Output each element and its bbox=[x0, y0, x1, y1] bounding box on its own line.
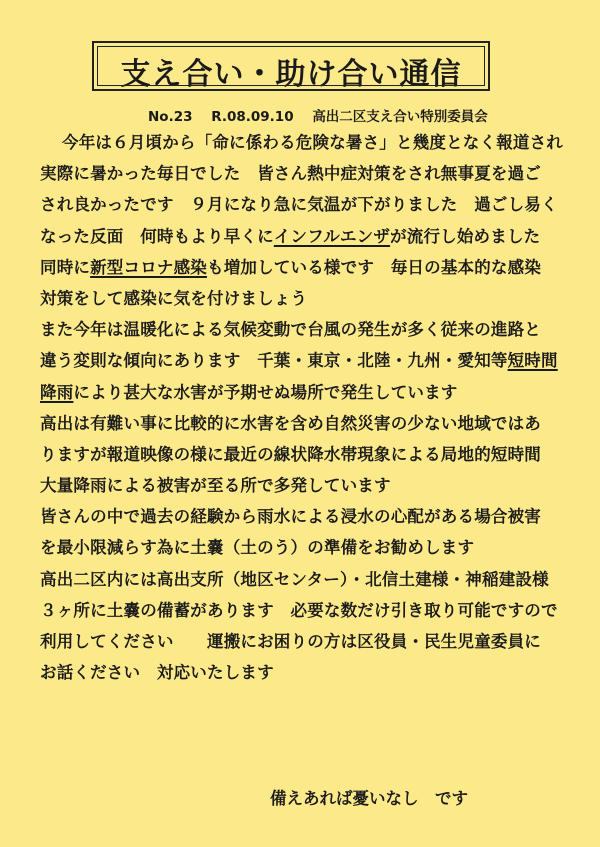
rain-emphasis: 降雨 bbox=[40, 382, 74, 402]
body-text: が流行し始めました bbox=[390, 226, 541, 246]
body-line bbox=[40, 252, 570, 283]
body-line: 利用してください 運搬にお困りの方は区役員・民生児童委員に bbox=[40, 632, 541, 651]
body-text: 同時に bbox=[40, 257, 91, 277]
short-rain-emphasis: 短時間 bbox=[507, 351, 558, 371]
issue-number: No.23 bbox=[148, 109, 193, 125]
body-line: ３ヶ所に土嚢の備蓄があります 必要な数だけ引き取り可能ですので bbox=[40, 600, 558, 620]
covid-emphasis: 新型コロナ感染 bbox=[90, 257, 208, 277]
body-text: なった反面 何時もより早くに bbox=[40, 226, 274, 246]
body-text: も増加している様です 毎日の基本的な感染 bbox=[207, 257, 542, 277]
body-line: 実際に暑かった毎日でした 皆さん熱中症対策をされ無事夏を過ご bbox=[40, 164, 541, 184]
article-body bbox=[40, 127, 570, 688]
body-line: を最小限減らす為に土嚢（土のう）の準備をお勧めします bbox=[40, 538, 475, 558]
body-line: 高出は有難い事に比較的に水害を含め自然災害の少ない地域ではあ bbox=[40, 413, 541, 433]
closing-slogan: 備えあれば憂いなし です bbox=[270, 789, 468, 808]
body-line bbox=[40, 377, 570, 408]
issue-info bbox=[148, 105, 502, 125]
body-line: お話ください 対応いたします bbox=[40, 663, 274, 683]
body-text: 違う変則な傾向にあります 千葉・東京・北陸・九州・愛知等 bbox=[40, 351, 508, 371]
body-line bbox=[40, 221, 570, 252]
newsletter-title: 支え合い・助け合い通信 bbox=[120, 57, 462, 92]
body-line bbox=[40, 345, 570, 376]
body-line: 対策をして感染に気を付けましょう bbox=[40, 288, 308, 308]
body-line: また今年は温暖化による気候変動で台風の発生が多く従来の進路と bbox=[40, 320, 541, 340]
issue-date: R.08.09.10 bbox=[211, 109, 294, 125]
body-line: 高出二区内には高出支所（地区センター）・北信土建様・神稲建設様 bbox=[40, 569, 549, 589]
body-line: 大量降雨による被害が至る所で多発しています bbox=[40, 476, 391, 496]
publisher: 高出二区支え合い特別委員会 bbox=[312, 109, 488, 125]
body-line: され良かったです ９月になり急に気温が下がりました 過ごし易く bbox=[40, 195, 558, 215]
body-text: により甚大な水害が予期せぬ場所で発生しています bbox=[73, 382, 458, 402]
body-line: 皆さんの中で過去の経験から雨水による浸水の心配がある場合被害 bbox=[40, 507, 541, 527]
title-frame bbox=[92, 41, 490, 91]
body-line: りますが報道映像の様に最近の線状降水帯現象による局地的短時間 bbox=[40, 444, 541, 464]
body-line: 今年は６月頃から「命に係わる危険な暑さ」と幾度となく報道され bbox=[62, 133, 563, 152]
influenza-emphasis: インフルエンザ bbox=[273, 226, 391, 246]
